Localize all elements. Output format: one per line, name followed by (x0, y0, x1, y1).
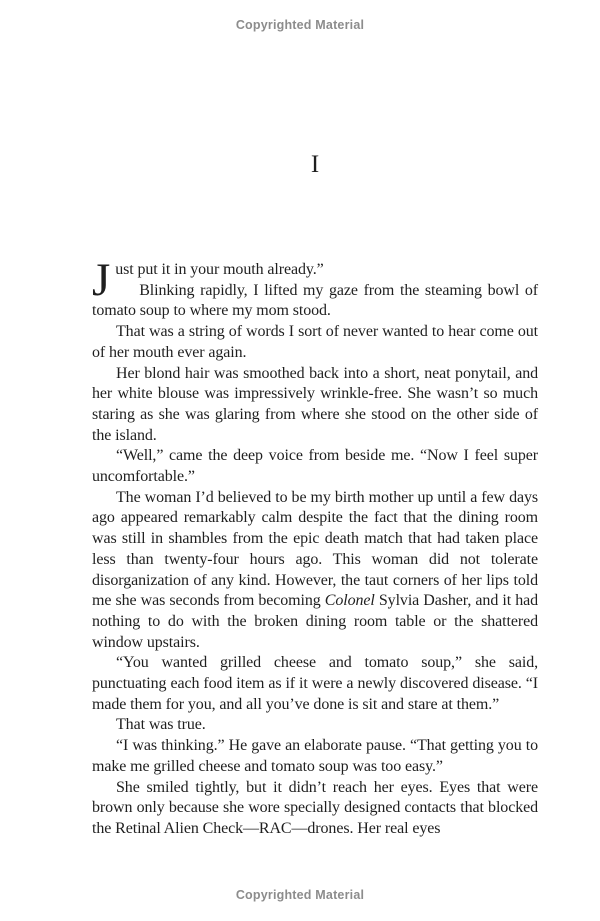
copyright-notice-bottom: Copyrighted Material (235, 888, 365, 902)
body-paragraph (92, 778, 538, 840)
text-segment: She smiled tightly, but it didn’t reach her eyes. Eyes that were brown only because she wore specially designed contacts that blocked the Retinal Alien Check—RAC—drones. Her real eyes (92, 778, 538, 837)
body-paragraph (92, 488, 538, 654)
text-segment: “Well,” came the deep voice from beside me. “Now I feel super uncomfortable.” (92, 447, 538, 486)
italic-text: Colonel (324, 592, 375, 610)
copyright-notice-top: Copyrighted Material (235, 18, 365, 32)
text-segment: That was true. (116, 716, 206, 734)
text-segment: Blinking rapidly, I lifted my gaze from the steaming bowl of tomato soup to where my mom stood. (92, 281, 538, 320)
text-segment: The woman I’d believed to be my birth mother up until a few days ago appeared remarkably calm despite the fact that the dining room was still in shambles from the epic death match that had taken place less than twenty-four hours ago. This woman did not tolerate disorganization of any kind. However, the taut corners of her lips told me she was seconds from becoming (92, 488, 538, 610)
text-segment: “I was thinking.” He gave an elaborate pause. “That getting you to make me grilled cheese and tomato soup was too easy.” (92, 737, 538, 775)
drop-cap: J (92, 254, 111, 306)
text-segment: That was a string of words I sort of never wanted to hear come out of her mouth ever again. (92, 323, 538, 361)
text-segment: ust put it in your mouth already.” (115, 261, 324, 278)
body-paragraph (92, 322, 538, 363)
chapter-number: I (310, 151, 320, 178)
body-text (92, 254, 538, 840)
text-segment: Sylvia Dasher, and it had nothing to do with the broken dining room table or the shattered window upstairs. (92, 592, 538, 651)
body-paragraph (92, 653, 538, 715)
text-segment: “You wanted grilled cheese and tomato soup,” she said, punctuating each food item as if it were a newly discovered disease. “I made them for you, and all you’ve done is sit and stare at them.” (92, 654, 538, 713)
body-paragraph (92, 736, 538, 777)
body-paragraph (92, 446, 538, 487)
body-paragraph (92, 715, 538, 736)
body-paragraph (92, 364, 538, 447)
text-segment: Her blond hair was smoothed back into a short, neat ponytail, and her white blouse was impressively wrinkle-free. She wasn’t so much staring as she was glaring from where she stood on the other side of the island. (92, 364, 538, 444)
body-paragraph (92, 281, 538, 322)
